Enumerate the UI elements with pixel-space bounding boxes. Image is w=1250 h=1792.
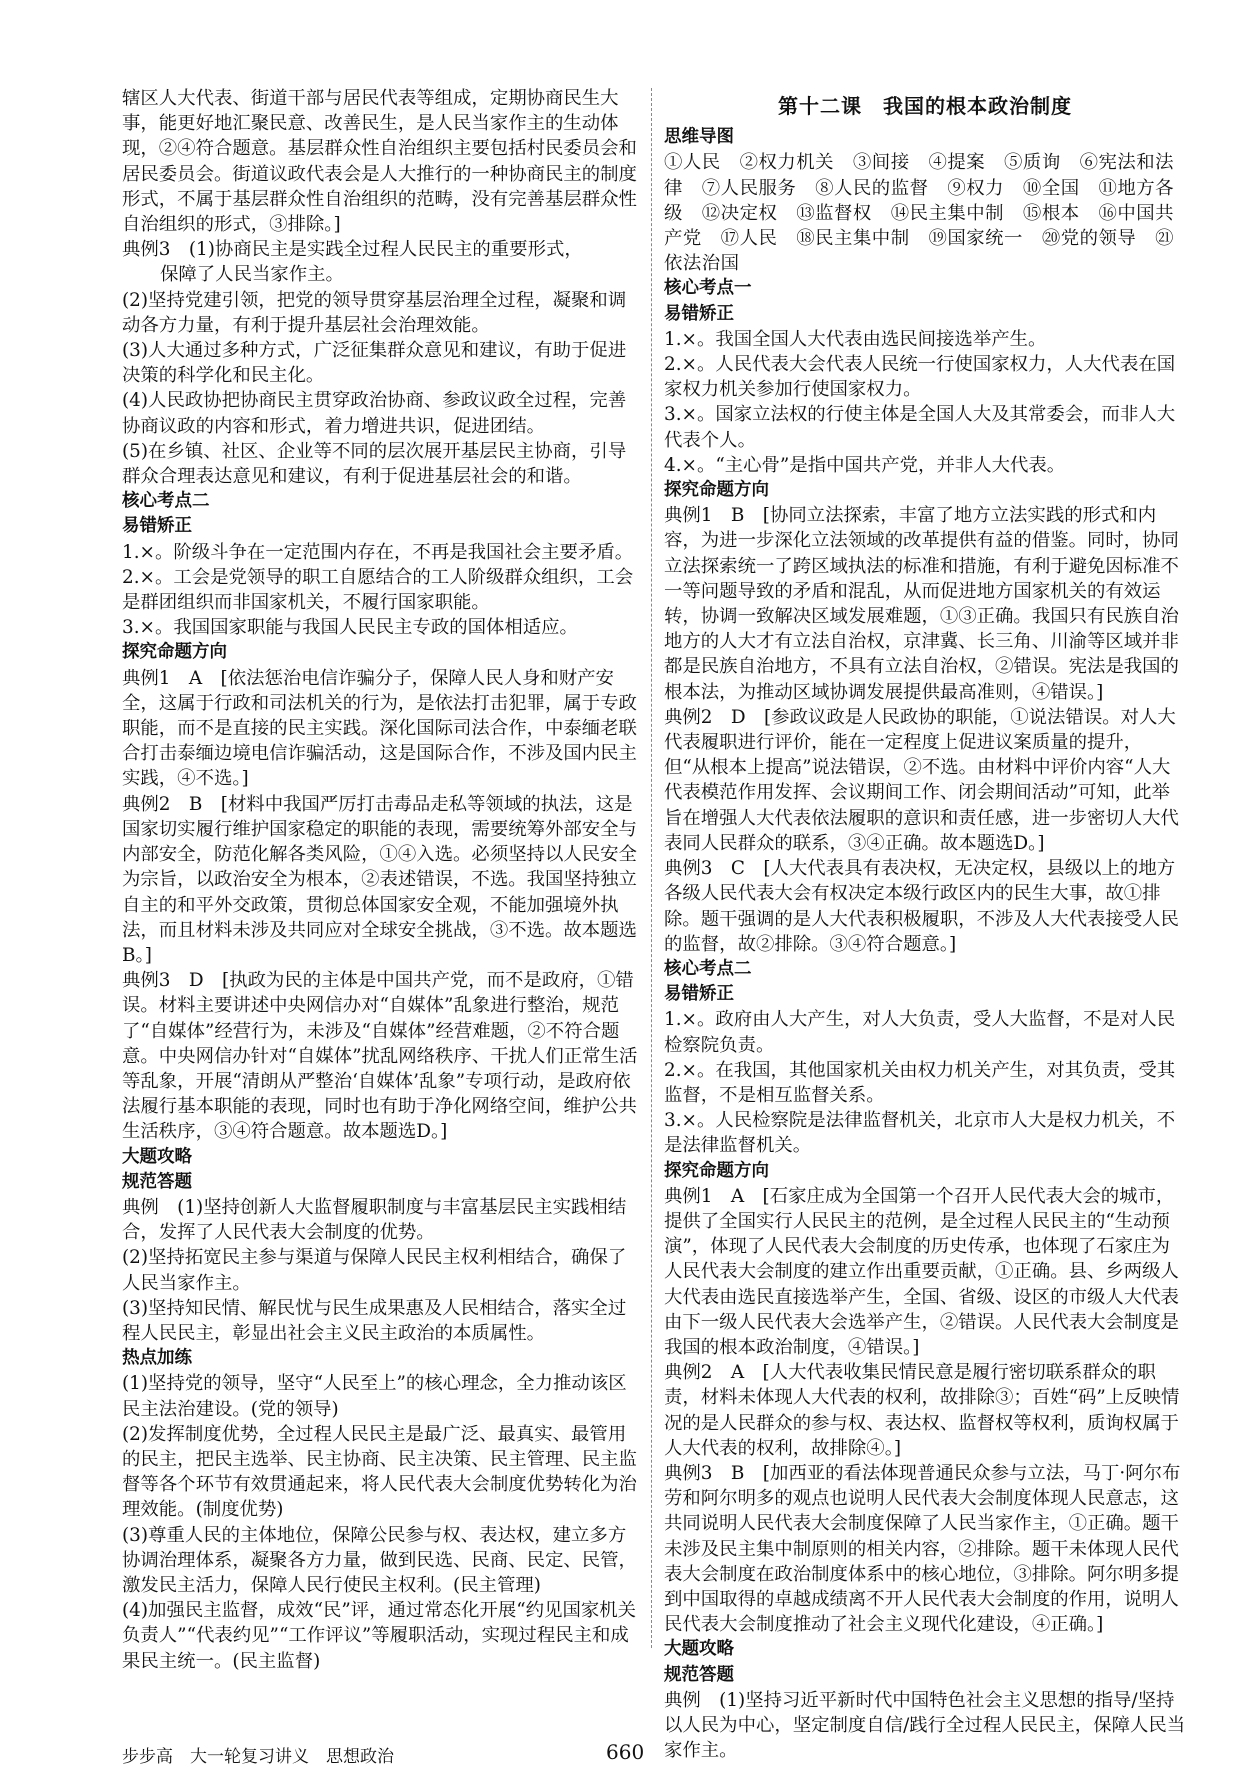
paragraph: 3.×。国家立法权的行使主体是全国人大及其常委会，而非人大代表个人。	[664, 404, 1176, 451]
section-heading: 大题攻略	[664, 1639, 734, 1660]
paragraph: 1.×。阶级斗争在一定范围内存在，不再是我国社会主要矛盾。	[122, 541, 634, 563]
paragraph: 典例 (1)坚持创新人大监督履职制度与丰富基层民主实践相结合，发挥了人民代表大会制度的优势。	[122, 1196, 627, 1244]
lesson-title: 第十二课 我国的根本政治制度	[778, 94, 1072, 118]
paragraph: (2)坚持拓宽民主参与渠道与保障人民民主权利相结合，确保了人民当家作主。	[122, 1247, 627, 1294]
section-heading: 探究命题方向	[664, 1160, 769, 1181]
section-heading: 大题攻略	[122, 1146, 192, 1167]
column-divider	[651, 88, 652, 1648]
paragraph: (1)坚持党的领导，坚守“人民至上”的核心理念，全力推动该区民主法治建设。(党的领导)	[122, 1373, 627, 1420]
section-heading: 核心考点二	[664, 958, 752, 979]
section-heading: 规范答题	[122, 1171, 192, 1192]
section-heading: 核心考点一	[664, 278, 752, 299]
section-heading: 探究命题方向	[664, 480, 769, 501]
paragraph: (4)人民政协把协商民主贯穿政治协商、参政议政全过程，完善协商议政的内容和形式，着力增进共识，促进团结。	[122, 390, 627, 437]
paragraph: 辖区人大代表、街道干部与居民代表等组成，定期协商民生大事，能更好地汇聚民意、改善民生，是人民当家作主的生动体现，②④符合题意。基层群众性自治组织主要包括村民委员会和居民委员会。街道议政代表会是人大推行的一种协商民主的制度形式，不属于基层群众性自治组织的范畴，没有完善基层群众性自治组织的形式，③排除。]	[122, 88, 637, 236]
paragraph: (5)在乡镇、社区、企业等不同的层次展开基层民主协商，引导群众合理表达意见和建议，有利于促进基层社会的和谐。	[122, 440, 627, 488]
paragraph: 2.×。人民代表大会代表人民统一行使国家权力，人大代表在国家权力机关参加行使国家权力。	[664, 354, 1176, 401]
page-number: 660	[606, 1740, 645, 1764]
paragraph: 1.×。我国全国人大代表由选民间接选举产生。	[664, 328, 1047, 350]
paragraph: 典例3 D [执政为民的主体是中国共产党，而不是政府，①错误。材料主要讲述中央网信办对“自媒体”乱象进行整治，规范了“自媒体”经营行为，未涉及“自媒体”经营难题，②不符合题意。中央网信办针对“自媒体”扰乱网络秩序、干扰人们正常生活等乱象，开展“清朗从严整治‘自媒体’乱象”专项行动，是政府依法履行基本职能的表现，同时也有助于净化网络空间，维护公共生活秩序，③④符合题意。故本题选D。]	[122, 970, 638, 1143]
right-column-body	[664, 125, 1186, 1763]
paragraph: 典例2 D [参政议政是人民政协的职能，①说法错误。对人大代表履职进行评价，能在一定程度上促进议案质量的提升，但“从根本上提高”说法错误，②不选。由材料中评价内容“人大代表模范作用发挥、会议期间工作、闭会期间活动”可知，此举旨在增强人大代表依法履职的意识和责任感，进一步密切人大代表同人民群众的联系，③④正确。故本题选D。]	[664, 706, 1179, 854]
paragraph: (3)坚持知民情、解民忧与民生成果惠及人民相结合，落实全过程人民民主，彰显出社会主义民主政治的本质属性。	[122, 1297, 627, 1344]
section-heading: 规范答题	[664, 1664, 734, 1685]
section-heading: 探究命题方向	[122, 642, 227, 663]
mind-map-answers: ①人民 ②权力机关 ③间接 ④提案 ⑤质询 ⑥宪法和法律 ⑦人民服务 ⑧人民的监督 ⑨权力 ⑩全国 ⑪地方各级 ⑫决定权 ⑬监督权 ⑭民主集中制 ⑮根本 ⑯中国共产党 ⑰人民 ⑱民主集中制 ⑲国家统一 ⑳党的领导 ㉑依法治国	[664, 152, 1175, 275]
paragraph: 3.×。我国国家职能与我国人民民主专政的国体相适应。	[122, 617, 578, 639]
paragraph: 典例1 A [依法惩治电信诈骗分子，保障人民人身和财产安全，这属于行政和司法机关的行为，是依法打击犯罪，属于专政职能，而不是直接的民主实践。深化国际司法合作，中泰缅老联合打击泰缅边境电信诈骗活动，这是国际合作，不涉及国内民主实践，④不选。]	[122, 667, 637, 790]
paragraph: 典例3 C [人大代表具有表决权，无决定权，县级以上的地方各级人民代表大会有权决定本级行政区内的民生大事，故①排除。题干强调的是人大代表积极履职，不涉及人大代表接受人民的监督，故②排除。③④符合题意。]	[664, 858, 1179, 955]
paragraph: 2.×。在我国，其他国家机关由权力机关产生，对其负责，受其监督，不是相互监督关系。	[664, 1059, 1176, 1106]
footer-book-title: 步步高 大一轮复习讲义 思想政治	[122, 1747, 394, 1767]
paragraph: 典例 (1)坚持习近平新时代中国特色社会主义思想的指导/坚持以人民为中心，坚定制度自信/践行全过程人民民主，保障人民当家作主。	[664, 1689, 1186, 1762]
text-line: 保障了人民当家作主。	[160, 264, 344, 286]
left-column	[122, 86, 642, 1674]
paragraph: 4.×。“主心骨”是指中国共产党，并非人大代表。	[664, 454, 1066, 476]
paragraph: 2.×。工会是党领导的职工自愿结合的工人阶级群众组织，工会是群团组织而非国家机关，不履行国家职能。	[122, 566, 634, 614]
section-heading: 思维导图	[664, 127, 734, 148]
section-heading: 易错矫正	[122, 516, 192, 537]
paragraph: (3)人大通过多种方式，广泛征集群众意见和建议，有助于促进决策的科学化和民主化。	[122, 340, 627, 387]
section-heading: 易错矫正	[664, 984, 734, 1005]
paragraph: (2)坚持党建引领，把党的领导贯穿基层治理全过程，凝聚和调动各方力量，有利于提升基层社会治理效能。	[122, 289, 627, 336]
paragraph: (3)尊重人民的主体地位，保障公民参与权、表达权，建立多方协调治理体系，凝聚各方力量，做到民选、民商、民定、民管，激发民主活力，保障人民行使民主权利。(民主管理)	[122, 1524, 637, 1596]
paragraph: 3.×。人民检察院是法律监督机关，北京市人大是权力机关，不是法律监督机关。	[664, 1110, 1176, 1157]
paragraph: 典例3 (1)协商民主是实践全过程人民民主的重要形式，	[122, 239, 583, 261]
paragraph: 典例3 B [加西亚的看法体现普通民众参与立法，马丁·阿尔布劳和阿尔明多的观点也说明人民代表大会制度体现人民意志，这共同说明人民代表大会制度保障了人民当家作主，①正确。题干未涉及民主集中制原则的相关内容，②排除。题干未体现人民代表大会制度在政治制度体系中的核心地位，③排除。阿尔明多提到中国取得的卓越成绩离不开人民代表大会制度的作用，说明人民代表大会制度推动了社会主义现代化建设，④正确。]	[664, 1462, 1181, 1636]
paragraph: 典例2 B [材料中我国严厉打击毒品走私等领域的执法，这是国家切实履行维护国家稳定的职能的表现，需要统筹外部安全与内部安全，防范化解各类风险，①④入选。必须坚持以人民安全为宗旨，以政治安全为根本，②表述错误，不选。我国坚持独立自主的和平外交政策，贯彻总体国家安全观，不能加强境外执法，而且材料未涉及共同应对全球安全挑战，③不选。故本题选B。]	[122, 793, 637, 966]
paragraph: (4)加强民主监督，成效“民”评，通过常态化开展“约见国家机关负责人”“代表约见”“工作评议”等履职活动，实现过程民主和成果民主统一。(民主监督)	[122, 1600, 637, 1672]
section-heading: 核心考点二	[122, 491, 210, 512]
paragraph: 典例1 B [协同立法探索，丰富了地方立法实践的形式和内容，为进一步深化立法领域的改革提供有益的借鉴。同时，协同立法探索统一了跨区域执法的标准和措施，有利于避免因标准不一等问题导致的矛盾和混乱，从而促进地方国家机关的有效运转，协调一致解决区域发展难题，①③正确。我国只有民族自治地方的人大才有立法自治权，京津冀、长三角、川渝等区域并非都是民族自治地方，不具有立法自治权，②错误。宪法是我国的根本法，为推动区域协调发展提供最高准则，④错误。]	[664, 505, 1179, 703]
paragraph: 典例1 A [石家庄成为全国第一个召开人民代表大会的城市，提供了全国实行人民民主的范例，是全过程人民民主的“生动预演”，体现了人民代表大会制度的历史传承，也体现了石家庄为人民代表大会制度的建立作出重要贡献，①正确。县、乡两级人大代表由选民直接选举产生，全国、省级、设区的市级人大代表由下一级人民代表大会选举产生，②错误。人民代表大会制度是我国的根本政治制度，④错误。]	[664, 1185, 1179, 1358]
section-heading: 易错矫正	[664, 303, 734, 324]
paragraph: 1.×。政府由人大产生，对人大负责，受人大监督，不是对人民检察院负责。	[664, 1009, 1176, 1056]
right-column	[664, 86, 1186, 1763]
section-heading: 热点加练	[122, 1348, 192, 1369]
paragraph: (2)发挥制度优势，全过程人民民主是最广泛、最真实、最管用的民主，把民主选举、民主协商、民主决策、民主管理、民主监督等各个环节有效贯通起来，将人民代表大会制度优势转化为治理效能。(制度优势)	[122, 1423, 637, 1521]
paragraph: 典例2 A [人大代表收集民情民意是履行密切联系群众的职责，材料未体现人大代表的权利，故排除③；百姓“码”上反映情况的是人民群众的参与权、表达权、监督权等权利，质询权属于人大代表的权利，故排除④。]	[664, 1362, 1180, 1459]
